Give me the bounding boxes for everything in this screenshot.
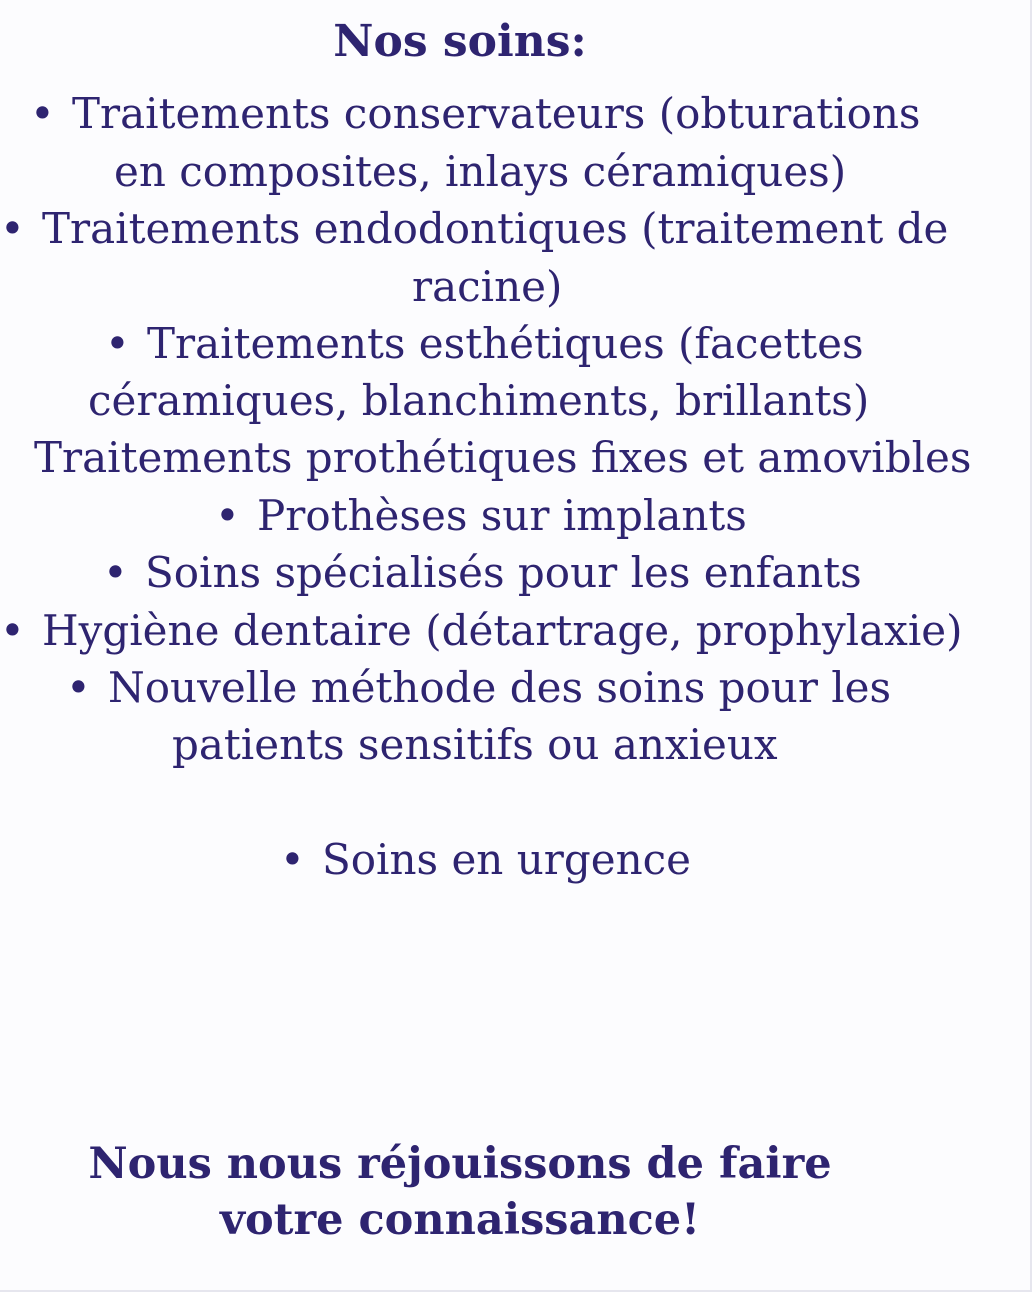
section-title: Nos soins: xyxy=(333,16,587,67)
list-item-text: Traitements endodontiques (traitement de xyxy=(42,204,949,253)
list-item-text: Hygiène dentaire (détartrage, prophylaxie) xyxy=(42,606,963,655)
bullet-icon: • xyxy=(0,606,25,655)
bullet-icon: • xyxy=(66,663,91,712)
closing-line: Nous nous réjouissons de faire xyxy=(88,1139,832,1189)
bullet-icon: • xyxy=(103,548,128,597)
list-item-conservative xyxy=(30,86,921,142)
list-item-aesthetic xyxy=(105,316,864,372)
list-item-text: Prothèses sur implants xyxy=(257,491,747,540)
closing-line: votre connaissance! xyxy=(219,1195,701,1245)
list-item-prosthetic xyxy=(34,430,971,486)
list-item-anxious-patients xyxy=(66,660,891,716)
list-item-text: Soins en urgence xyxy=(322,835,691,884)
list-item-text: Traitements prothétiques fixes et amovibles xyxy=(34,433,972,482)
list-item-text: Traitements conservateurs (obturations xyxy=(72,89,921,138)
bullet-icon: • xyxy=(280,835,305,884)
list-item-endodontic xyxy=(0,201,948,257)
list-item-text: Nouvelle méthode des soins pour les xyxy=(108,663,892,712)
list-item-continuation: patients sensitifs ou anxieux xyxy=(172,720,778,769)
list-item-text: Soins spécialisés pour les enfants xyxy=(145,548,862,597)
bullet-icon: • xyxy=(0,204,25,253)
list-item-implants xyxy=(215,488,747,544)
list-item-continuation: en composites, inlays céramiques) xyxy=(114,147,847,196)
bullet-icon: • xyxy=(215,491,240,540)
closing-message xyxy=(0,1136,920,1248)
list-item-continuation: céramiques, blanchiments, brillants) xyxy=(88,376,870,425)
bullet-icon: • xyxy=(105,319,130,368)
list-item-hygiene xyxy=(0,603,963,659)
list-item-text: Traitements esthétiques (facettes xyxy=(147,319,864,368)
list-item-emergency xyxy=(280,832,691,888)
bullet-icon: • xyxy=(30,89,55,138)
list-item-continuation: racine) xyxy=(412,262,563,311)
list-item-children xyxy=(103,545,862,601)
